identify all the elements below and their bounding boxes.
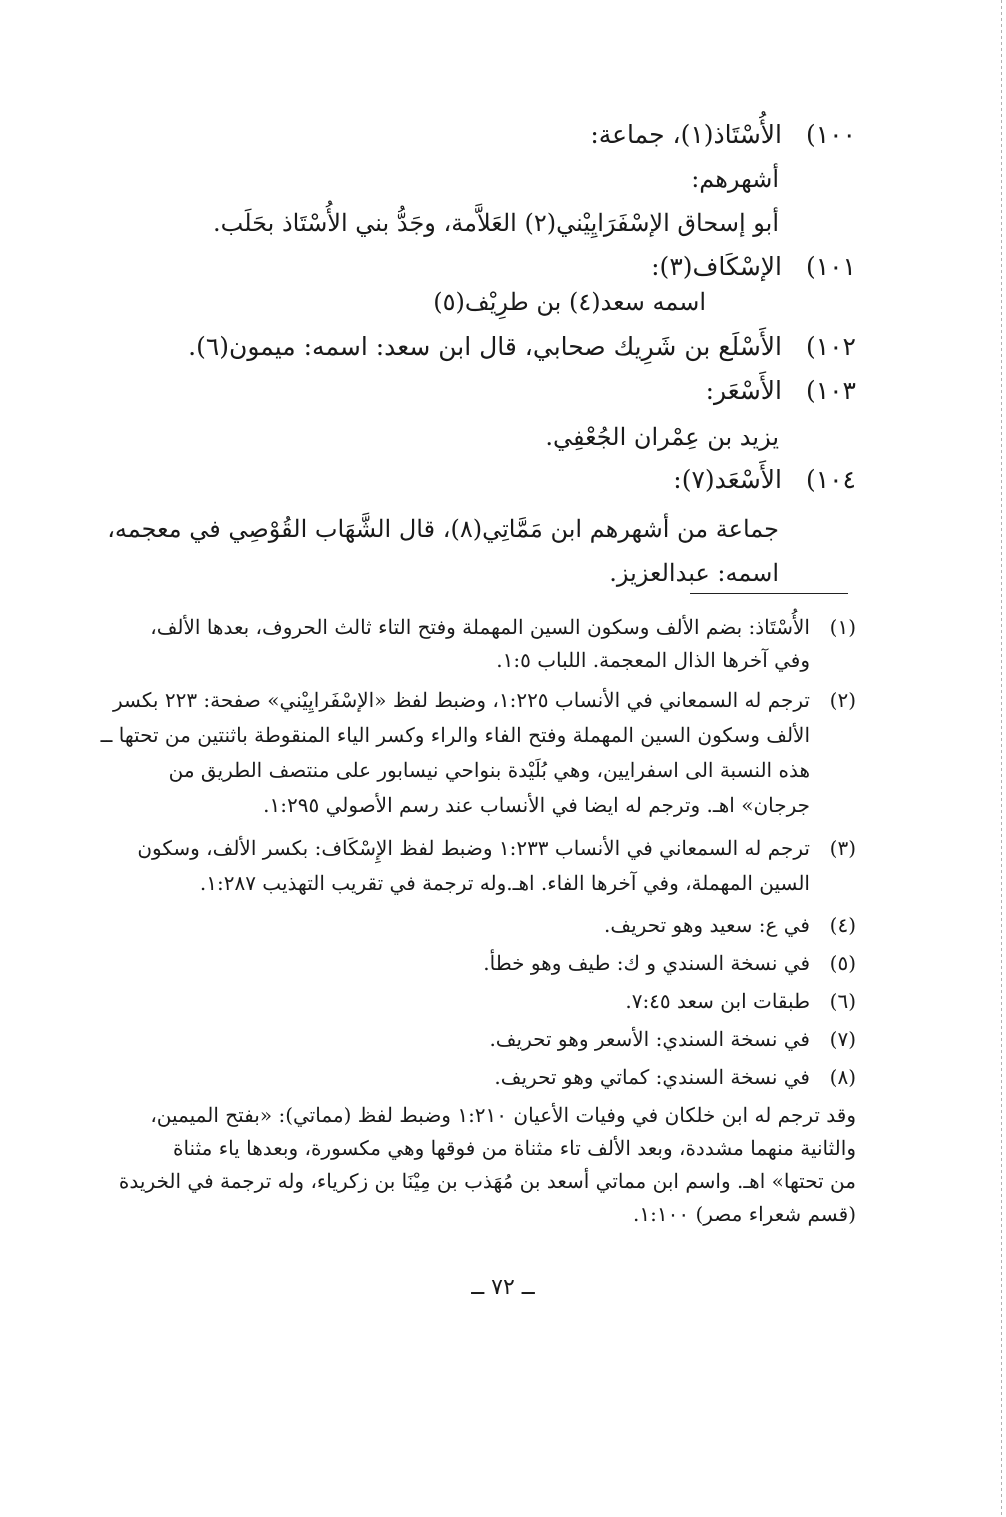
entry-104 — [673, 463, 856, 497]
footnote-number: (٢) — [829, 688, 856, 712]
entry-100 — [590, 118, 856, 152]
entry-text: الأَسْعَر: — [705, 376, 782, 405]
entry-text: اسمه سعد(٤) بن طرِيْف(٥) — [433, 288, 706, 316]
footnote-number: (٦) — [829, 989, 856, 1013]
footnote-8-continuation-1: وقد ترجم له ابن خلكان في وفيات الأعيان ١:٢١٠ وضبط لفظ (مماتي): «بفتح الميمين، — [150, 1103, 856, 1127]
entry-number: ١٠٠) — [805, 120, 856, 149]
footnote-3-line-2: السين المهملة، وفي آخرها الفاء. اهـ.وله ترجمة في تقريب التهذيب ١:٢٨٧. — [199, 871, 810, 895]
footnote-8: (٨)في نسخة السندي: كماتي وهو تحريف. — [494, 1062, 856, 1092]
footnote-8-continuation-3: من تحتها» اهـ. واسم ابن مماتي أسعد بن مُهَذب بن مِيْنَا بن زكرياء، وله ترجمة في الخريدة — [118, 1169, 856, 1193]
entry-text: جماعة من أشهرهم ابن مَمَّاتِي(٨)، قال الشَّهَاب القُوْصِي في معجمه، — [107, 515, 779, 543]
page-number: ــ ٧٢ ــ — [471, 1275, 535, 1300]
entry-102 — [188, 330, 856, 364]
footnote-5: (٥)في نسخة السندي و ك: طيف وهو خطأ. — [483, 948, 856, 978]
footnote-6: (٦)طبقات ابن سعد ٧:٤٥. — [625, 986, 856, 1016]
entry-text: أبو إسحاق الإسْفَرَايِيْني(٢) العَلاَّمة، وجَدُّ بني الأُسْتَاذ بحَلَب. — [213, 209, 779, 237]
entry-104-detail — [107, 512, 779, 546]
footnote-2-line-4: جرجان» اهـ. وترجم له ايضا في الأنساب عند رسم الأصولي ١:٢٩٥. — [263, 793, 810, 817]
footnote-number: (٨) — [829, 1065, 856, 1089]
entry-text: الأَسْلَع بن شَرِيك صحابي، قال ابن سعد: اسمه: ميمون(٦). — [188, 332, 782, 361]
footnote-1-line-2: وفي آخرها الذال المعجمة. اللباب ١:٥. — [496, 648, 810, 672]
footnote-number: (١) — [829, 615, 856, 639]
entry-101 — [651, 250, 856, 284]
entry-103 — [706, 374, 856, 408]
entry-100-subheading — [691, 162, 779, 196]
entry-number: ١٠١) — [805, 252, 856, 281]
footnote-8-continuation-2: والثانية منهما مشددة، وبعد الألف تاء مثناة من فوقها وهي مكسورة، وبعدها ياء مثناة — [172, 1136, 856, 1160]
entry-text: أشهرهم: — [691, 165, 779, 193]
footnote-2-line-2: الألف وسكون السين المهملة وفتح الفاء والراء وكسر الياء المنقوطة باثنتين من تحتها ــ — [100, 723, 810, 747]
footnote-number: (٤) — [829, 913, 856, 937]
entry-103-detail — [545, 420, 779, 454]
entry-text: يزيد بن عِمْران الجُعْفِي. — [545, 423, 779, 451]
entry-number: ١٠٣) — [805, 376, 856, 405]
footnote-number: (٧) — [829, 1027, 856, 1051]
footnote-separator — [690, 593, 848, 594]
entry-100-detail — [213, 206, 779, 240]
footnote-number: (٣) — [829, 836, 856, 860]
footnote-2-line-3: هذه النسبة الى اسفرايين، وهي بُلَيْدة بنواحي نيسابور على منتصف الطريق من — [168, 758, 810, 782]
footnote-7: (٧)في نسخة السندي: الأسعر وهو تحريف. — [489, 1024, 856, 1054]
entry-number: ١٠٤) — [805, 465, 856, 494]
entry-104-detail-2 — [609, 556, 779, 590]
footnote-2-line-1: (٢)ترجم له السمعاني في الأنساب ١:٢٢٥، وضبط لفظ «الإسْفَرايِيْني» صفحة: ٢٢٣ بكسر — [113, 685, 856, 715]
footnote-4: (٤)في ع: سعيد وهو تحريف. — [604, 910, 856, 940]
entry-number: ١٠٢) — [805, 332, 856, 361]
entry-101-detail — [433, 285, 706, 319]
entry-text: الأَسْعَد(٧): — [673, 465, 782, 494]
footnote-1-line-1: (١)الأُسْتَاذ: بضم الألف وسكون السين المهملة وفتح التاء ثالث الحروف، بعدها الألف، — [150, 612, 856, 642]
footnote-3-line-1: (٣)ترجم له السمعاني في الأنساب ١:٢٣٣ وضبط لفظ الإِسْكَاف: بكسر الألف، وسكون — [137, 833, 856, 863]
footnote-8-continuation-4: (قسم شعراء مصر) ١:١٠٠. — [633, 1202, 856, 1226]
entry-text: الأُسْتَاذ(١)، جماعة: — [590, 120, 782, 149]
footnote-number: (٥) — [829, 951, 856, 975]
entry-text: اسمه: عبدالعزيز. — [609, 559, 779, 587]
entry-text: الإسْكَاف(٣): — [651, 252, 782, 281]
